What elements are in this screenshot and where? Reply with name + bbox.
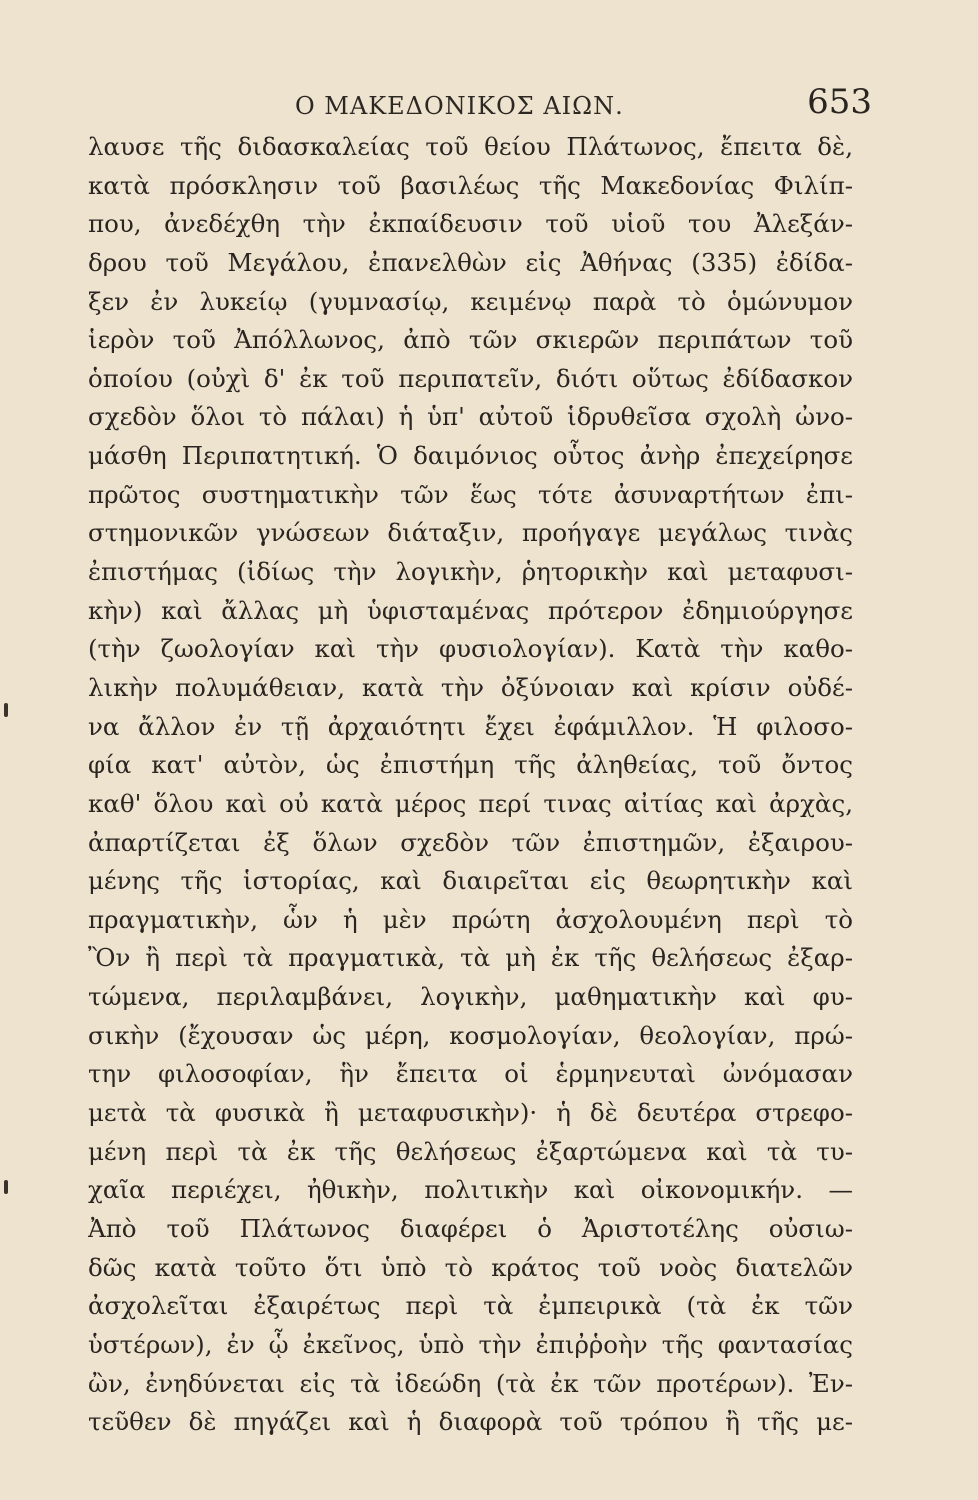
text-line: φία κατ' αὐτὸν, ὡς ἐπιστήμη τῆς ἀληθείας, τοῦ ὄντος xyxy=(88,750,853,780)
text-line: μένη περὶ τὰ ἐκ τῆς θελήσεως ἐξαρτώμενα καὶ τὰ τυ- xyxy=(88,1136,853,1166)
text-line: στημονικῶν γνώσεων διάταξιν, προήγαγε μεγάλως τινὰς xyxy=(88,518,853,548)
text-line: μετὰ τὰ φυσικὰ ἢ μεταφυσικὴν)· ἡ δὲ δευτέρα στρεφο- xyxy=(88,1098,853,1128)
margin-mark xyxy=(4,703,8,717)
text-line: να ἄλλον ἐν τῇ ἀρχαιότητι ἔχει ἐφάμιλλον. Ἡ φιλοσο- xyxy=(88,711,853,741)
text-line: πραγματικὴν, ὧν ἡ μὲν πρώτη ἀσχολουμένη περὶ τὸ xyxy=(88,904,853,934)
page-number: 653 xyxy=(807,82,872,122)
text-line: σχεδὸν ὅλοι τὸ πάλαι) ἡ ὑπ' αὐτοῦ ἱδρυθεῖσα σχολὴ ὠνο- xyxy=(88,402,853,432)
running-head: Ο ΜΑΚΕΔΟΝΙΚΟΣ ΑΙΩΝ. xyxy=(295,92,624,120)
text-line: την φιλοσοφίαν, ἣν ἔπειτα οἱ ἑρμηνευταὶ ὠνόμασαν xyxy=(88,1059,853,1089)
text-line: ὢν, ἐνηδύνεται εἰς τὰ ἰδεώδη (τὰ ἐκ τῶν προτέρων). Ἐν- xyxy=(88,1368,853,1398)
body-text xyxy=(88,128,853,1442)
text-line: ἀπαρτίζεται ἐξ ὅλων σχεδὸν τῶν ἐπιστημῶν, ἐξαιρου- xyxy=(88,827,853,857)
text-line: λαυσε τῆς διδασκαλείας τοῦ θείου Πλάτωνος, ἔπειτα δὲ, xyxy=(88,132,853,161)
text-line: ἱερὸν τοῦ Ἀπόλλωνος, ἀπὸ τῶν σκιερῶν περιπάτων τοῦ xyxy=(88,325,853,355)
text-line: τώμενα, περιλαμβάνει, λογικὴν, μαθηματικὴν καὶ φυ- xyxy=(88,982,853,1012)
text-line: μάσθη Περιπατητική. Ὁ δαιμόνιος οὗτος ἀνὴρ ἐπεχείρησε xyxy=(88,441,853,471)
text-line: λικὴν πολυμάθειαν, κατὰ τὴν ὀξύνοιαν καὶ κρίσιν οὐδέ- xyxy=(88,672,853,702)
text-line: δῶς κατὰ τοῦτο ὅτι ὑπὸ τὸ κράτος τοῦ νοὸς διατελῶν xyxy=(88,1252,853,1282)
text-line: καθ' ὅλου καὶ οὐ κατὰ μέρος περί τινας αἰτίας καὶ ἀρχὰς, xyxy=(88,788,853,818)
text-line: σικὴν (ἔχουσαν ὡς μέρη, κοσμολογίαν, θεολογίαν, πρώ- xyxy=(88,1020,853,1050)
text-line: πρῶτος συστηματικὴν τῶν ἕως τότε ἀσυναρτήτων ἐπι- xyxy=(88,479,853,509)
text-line: ἀσχολεῖται ἐξαιρέτως περὶ τὰ ἐμπειρικὰ (τὰ ἐκ τῶν xyxy=(88,1291,853,1321)
margin-mark xyxy=(4,1180,8,1194)
text-line: ἐπιστήμας (ἰδίως τὴν λογικὴν, ῥητορικὴν καὶ μεταφυσι- xyxy=(88,557,853,587)
text-line: ὁποίου (οὐχὶ δ' ἐκ τοῦ περιπατεῖν, διότι οὕτως ἐδίδασκον xyxy=(88,363,853,393)
text-line: Ἀπὸ τοῦ Πλάτωνος διαφέρει ὁ Ἀριστοτέλης οὐσιω- xyxy=(88,1213,853,1243)
text-line: χαῖα περιέχει, ἠθικὴν, πολιτικὴν καὶ οἰκονομικήν. — xyxy=(88,1175,853,1205)
text-line: μένης τῆς ἱστορίας, καὶ διαιρεῖται εἰς θεωρητικὴν καὶ xyxy=(88,866,853,896)
text-line: κατὰ πρόσκλησιν τοῦ βασιλέως τῆς Μακεδονίας Φιλίπ- xyxy=(88,170,853,200)
text-line: ὑστέρων), ἐν ᾧ ἐκεῖνος, ὑπὸ τὴν ἐπιῤῥοὴν τῆς φαντασίας xyxy=(88,1329,853,1359)
text-line: (τὴν ζωολογίαν καὶ τὴν φυσιολογίαν). Κατὰ τὴν καθο- xyxy=(88,634,853,664)
text-line: Ὂν ἢ περὶ τὰ πραγματικὰ, τὰ μὴ ἐκ τῆς θελήσεως ἐξαρ- xyxy=(88,943,853,973)
text-line: τεῦθεν δὲ πηγάζει καὶ ἡ διαφορὰ τοῦ τρόπου ἢ τῆς με- xyxy=(88,1407,853,1437)
text-line: δρου τοῦ Μεγάλου, ἐπανελθὼν εἰς Ἀθήνας (335) ἐδίδα- xyxy=(88,247,853,277)
page-header xyxy=(90,80,872,130)
text-line: κὴν) καὶ ἄλλας μὴ ὑφισταμένας πρότερον ἐδημιούργησε xyxy=(88,595,853,625)
text-line: ξεν ἐν λυκείῳ (γυμνασίῳ, κειμένῳ παρὰ τὸ ὁμώνυμον xyxy=(88,286,853,316)
text-line: που, ἀνεδέχθη τὴν ἐκπαίδευσιν τοῦ υἱοῦ του Ἀλεξάν- xyxy=(88,209,853,239)
